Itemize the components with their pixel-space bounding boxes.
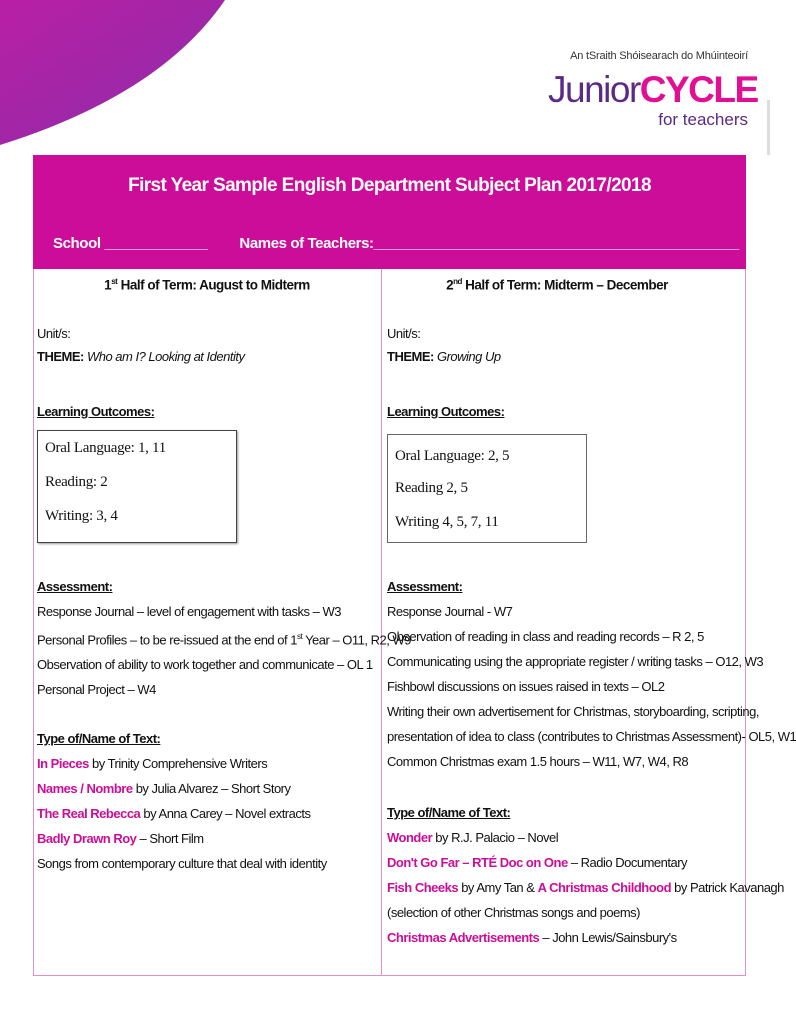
- text-item: Names / Nombre by Julia Alvarez – Short Story: [37, 781, 291, 796]
- brand-junior: Junior: [548, 69, 640, 110]
- left-column: [37, 269, 411, 871]
- right-assessment-item: Writing their own advertisement for Christmas, storyboarding, scripting,: [387, 704, 759, 719]
- brand-tagline: An tSraith Shóisearach do Mhúinteoirí: [570, 50, 748, 62]
- left-assessment-item: Observation of ability to work together and communicate – OL 1: [37, 657, 373, 673]
- text-item: In Pieces by Trinity Comprehensive Writers: [37, 756, 268, 771]
- plan-table: [33, 269, 796, 976]
- left-lo-oral: Oral Language: 1, 11: [45, 440, 166, 456]
- right-assessment-heading: Assessment:: [387, 579, 463, 594]
- right-text-heading: Type of/Name of Text:: [387, 805, 511, 820]
- right-column: [387, 269, 796, 945]
- page-title: First Year Sample English Department Subject Plan 2017/2018: [128, 175, 651, 196]
- left-text-heading: Type of/Name of Text:: [37, 731, 161, 746]
- teachers-field: Names of Teachers:______________________________________________: [239, 235, 739, 252]
- text-item: Christmas Advertisements – John Lewis/Sainsbury's: [387, 930, 677, 945]
- brand-for-teachers: for teachers: [658, 110, 748, 129]
- right-assessment-item: Response Journal - W7: [387, 604, 513, 619]
- text-item: Songs from contemporary culture that deal with identity: [37, 856, 327, 871]
- right-assessment-item: presentation of idea to class (contributes to Christmas Assessment)- OL5, W1: [387, 729, 796, 744]
- right-texts: [387, 800, 784, 950]
- left-theme: THEME: Who am I? Looking at Identity: [37, 349, 245, 364]
- text-item: (selection of other Christmas songs and poems): [387, 905, 641, 920]
- meta-row: [53, 235, 739, 252]
- right-column-heading: 2nd Half of Term: Midterm – December: [446, 277, 668, 293]
- title-banner: [33, 155, 746, 269]
- left-assessment-item: Response Journal – level of engagement with tasks – W3: [37, 604, 341, 619]
- school-field: School _____________: [53, 235, 208, 252]
- right-assessment-item: Communicating using the appropriate register / writing tasks – O12, W3: [387, 654, 764, 669]
- right-assessment-item: Fishbowl discussions on issues raised in texts – OL2: [387, 679, 665, 694]
- left-assessment-item: Personal Profiles – to be re-issued at the end of 1st Year – O11, R2, W9: [37, 632, 411, 648]
- left-column-heading: 1st Half of Term: August to Midterm: [104, 277, 310, 293]
- text-item: Wonder by R.J. Palacio – Novel: [387, 830, 559, 845]
- brand-cycle: CYCLE: [639, 69, 758, 110]
- right-learning-outcomes-heading: Learning Outcomes:: [387, 404, 505, 419]
- right-units: Unit/s:: [387, 326, 421, 341]
- left-learning-outcomes-box: [37, 430, 237, 543]
- text-item: Badly Drawn Roy – Short Film: [37, 831, 204, 846]
- left-lo-writing: Writing: 3, 4: [45, 508, 118, 524]
- right-assessment-item: Common Christmas exam 1.5 hours – W11, W7, W4, R8: [387, 754, 689, 769]
- corner-swoosh-logo: [0, 0, 225, 145]
- right-learning-outcomes-box: [387, 434, 587, 543]
- right-assessment-item: Observation of reading in class and reading records – R 2, 5: [387, 629, 704, 644]
- right-theme: THEME: Growing Up: [387, 349, 501, 364]
- text-item: The Real Rebecca by Anna Carey – Novel extracts: [37, 806, 311, 821]
- right-assessment: [387, 574, 796, 774]
- left-learning-outcomes-heading: Learning Outcomes:: [37, 404, 155, 419]
- right-lo-oral: Oral Language: 2, 5: [395, 448, 510, 464]
- left-lo-reading: Reading: 2: [45, 474, 108, 490]
- right-lo-reading: Reading 2, 5: [395, 480, 468, 496]
- page-edge: [767, 100, 770, 155]
- brand-wordmark: [548, 69, 758, 110]
- left-assessment-item: Personal Project – W4: [37, 682, 156, 698]
- left-assessment: [37, 574, 411, 702]
- left-assessment-heading: Assessment:: [37, 579, 113, 594]
- left-texts: [37, 726, 327, 876]
- right-lo-writing: Writing 4, 5, 7, 11: [395, 514, 499, 530]
- text-item: Fish Cheeks by Amy Tan & A Christmas Childhood by Patrick Kavanagh: [387, 880, 784, 895]
- left-units: Unit/s:: [37, 326, 71, 341]
- text-item: Don't Go Far – RTÉ Doc on One – Radio Documentary: [387, 855, 688, 870]
- junior-cycle-brand: [548, 50, 758, 130]
